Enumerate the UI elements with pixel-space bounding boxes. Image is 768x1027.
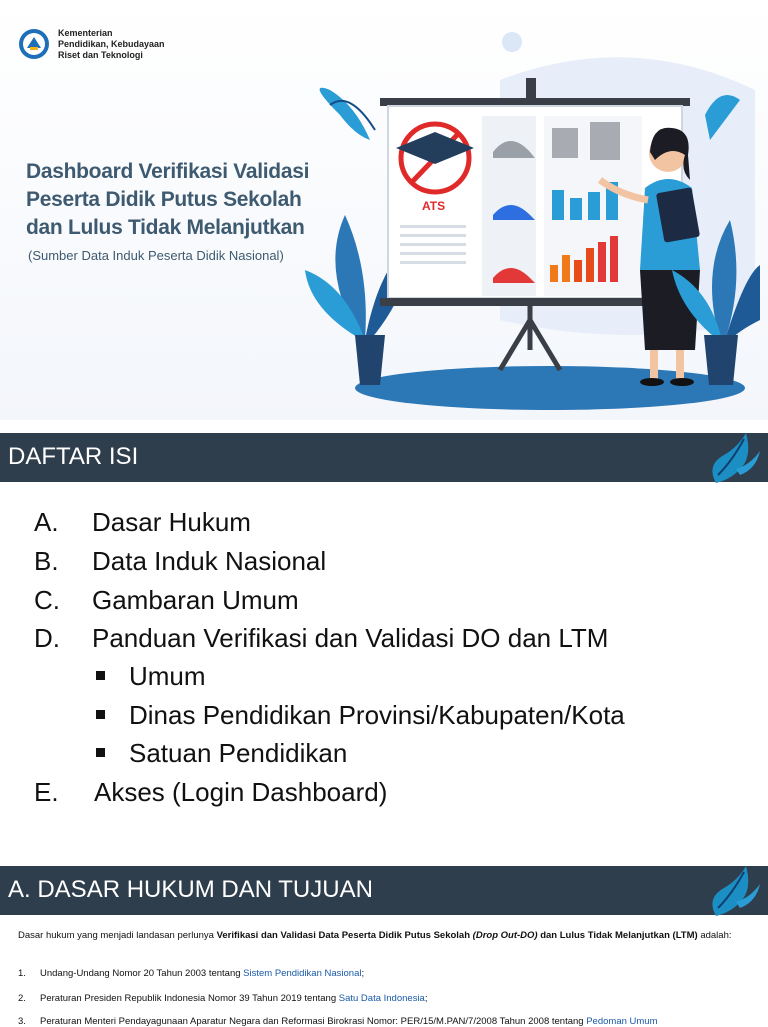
ministry-logo xyxy=(18,28,50,60)
list-number: 1. xyxy=(18,968,26,979)
toc-item-letter: D. xyxy=(34,623,60,653)
intro-text: Dasar hukum yang menjadi landasan perlunya xyxy=(18,930,217,941)
toc-item-letter: C. xyxy=(34,585,60,615)
toc-item-letter: A. xyxy=(34,507,59,537)
ministry-line: Riset dan Teknologi xyxy=(58,50,143,60)
toc-header-bar xyxy=(0,433,768,482)
bullet-square-icon xyxy=(96,671,105,680)
list-number: 3. xyxy=(18,1016,26,1027)
section-a-intro xyxy=(18,926,758,946)
list-text-end: ; xyxy=(361,968,365,979)
cover-title-line: dan Lulus Tidak Melanjutkan xyxy=(26,216,305,239)
toc-item-text: Dasar Hukum xyxy=(92,507,251,537)
toc-subitem-text: Satuan Pendidikan xyxy=(129,738,348,768)
board-label: ATS xyxy=(422,199,446,213)
bullet-square-icon xyxy=(96,748,105,757)
cover-section xyxy=(0,0,768,420)
list-link[interactable]: Sistem Pendidikan Nasional xyxy=(243,968,362,979)
toc-subitem-text: Umum xyxy=(129,661,206,691)
toc-item-text: Panduan Verifikasi dan Validasi DO dan LTM xyxy=(92,623,609,653)
ministry-name xyxy=(58,28,165,61)
toc-item-text: Akses (Login Dashboard) xyxy=(94,777,388,807)
intro-bold: Verifikasi dan Validasi Data Peserta Didik Putus Sekolah xyxy=(216,930,473,941)
cover-title xyxy=(26,158,309,242)
toc-item-text: Data Induk Nasional xyxy=(92,546,327,576)
list-text: Undang-Undang Nomor 20 Tahun 2003 tentang xyxy=(40,968,244,979)
list-link[interactable]: Pedoman Umum xyxy=(586,1016,658,1027)
section-a-header-bar xyxy=(0,866,768,915)
leaf-decoration-icon xyxy=(698,858,768,920)
toc-item-letter: B. xyxy=(34,546,59,576)
toc-item-text: Gambaran Umum xyxy=(92,585,299,615)
leaf-decoration-icon xyxy=(698,425,768,487)
list-link[interactable]: Satu Data Indonesia xyxy=(338,993,425,1004)
intro-text: adalah: xyxy=(697,930,732,941)
intro-italic: (Drop Out-DO) xyxy=(472,930,538,941)
ministry-line: Pendidikan, Kebudayaan xyxy=(58,39,165,49)
list-text-end: ; xyxy=(424,993,428,1004)
ministry-line: Kementerian xyxy=(58,28,113,38)
toc-subitem[interactable] xyxy=(96,700,625,731)
list-text: Peraturan Presiden Republik Indonesia Nomor 39 Tahun 2019 tentang xyxy=(40,993,339,1004)
toc-heading: DAFTAR ISI xyxy=(8,443,139,470)
toc-subitem-text: Dinas Pendidikan Provinsi/Kabupaten/Kota xyxy=(129,700,625,730)
toc-subitem[interactable] xyxy=(96,661,206,692)
toc-item-letter: E. xyxy=(34,777,59,807)
cover-subtitle: (Sumber Data Induk Peserta Didik Nasional) xyxy=(28,248,284,263)
list-number: 2. xyxy=(18,993,26,1004)
cover-title-line: Dashboard Verifikasi Validasi xyxy=(26,160,310,183)
toc-subitem[interactable] xyxy=(96,738,347,769)
presentation-illustration xyxy=(300,20,760,415)
section-a-heading: A. DASAR HUKUM DAN TUJUAN xyxy=(8,876,373,903)
bullet-square-icon xyxy=(96,710,105,719)
intro-bold: dan Lulus Tidak Melanjutkan (LTM) xyxy=(537,930,698,941)
cover-title-line: Peserta Didik Putus Sekolah xyxy=(26,188,302,211)
list-text: Peraturan Menteri Pendayagunaan Aparatur Negara dan Reformasi Birokrasi Nomor: PER/15/M.PAN/7/2008 Tahun 2008 tentang xyxy=(40,1016,587,1027)
